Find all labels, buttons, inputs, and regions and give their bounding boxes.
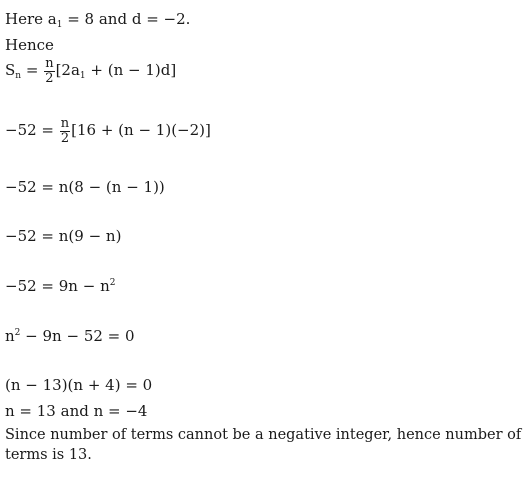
text: [2a bbox=[55, 61, 80, 79]
subscript: n bbox=[15, 71, 22, 81]
text: −52 = n(9 − n) bbox=[5, 227, 122, 245]
denominator: 2 bbox=[60, 130, 70, 146]
text: [16 + (n − 1)(−2)] bbox=[71, 121, 211, 139]
text: −52 = 9n − n bbox=[5, 277, 110, 295]
fraction-n-over-2 bbox=[60, 117, 70, 146]
text: + (n − 1)d] bbox=[85, 61, 177, 79]
text: −52 = n(8 − (n − 1)) bbox=[5, 178, 165, 196]
text: −52 = bbox=[5, 121, 59, 139]
text: Hence bbox=[5, 36, 54, 54]
hence-label bbox=[5, 36, 54, 54]
sum-formula bbox=[5, 54, 176, 86]
simplify-step-2 bbox=[5, 227, 121, 245]
text: − 9n − 52 = 0 bbox=[20, 327, 135, 345]
subscript: 1 bbox=[56, 20, 63, 30]
text: Since number of terms cannot be a negative integer, hence number of terms is 13. bbox=[5, 427, 522, 463]
numerator: n bbox=[45, 55, 54, 71]
superscript: 2 bbox=[109, 278, 116, 288]
text: (n − 13)(n + 4) = 0 bbox=[5, 376, 153, 394]
factored-equation bbox=[5, 376, 152, 394]
text: n = 13 and n = −4 bbox=[5, 402, 148, 420]
conclusion bbox=[5, 425, 527, 465]
expanded-equation bbox=[5, 277, 115, 295]
text: S bbox=[5, 61, 16, 79]
fraction-n-over-2 bbox=[44, 57, 54, 86]
denominator: 2 bbox=[45, 70, 54, 86]
text: Here a bbox=[5, 10, 57, 28]
quadratic-equation bbox=[5, 327, 135, 345]
numerator: n bbox=[60, 115, 70, 131]
simplify-step-1 bbox=[5, 178, 165, 196]
roots bbox=[5, 402, 147, 420]
text: = 8 and d = −2. bbox=[62, 10, 191, 28]
text: = bbox=[21, 61, 44, 79]
superscript: 2 bbox=[14, 328, 21, 338]
subscript: 1 bbox=[79, 71, 86, 81]
text: n bbox=[5, 327, 15, 345]
substitution-step bbox=[5, 114, 211, 146]
given-values bbox=[5, 10, 190, 28]
